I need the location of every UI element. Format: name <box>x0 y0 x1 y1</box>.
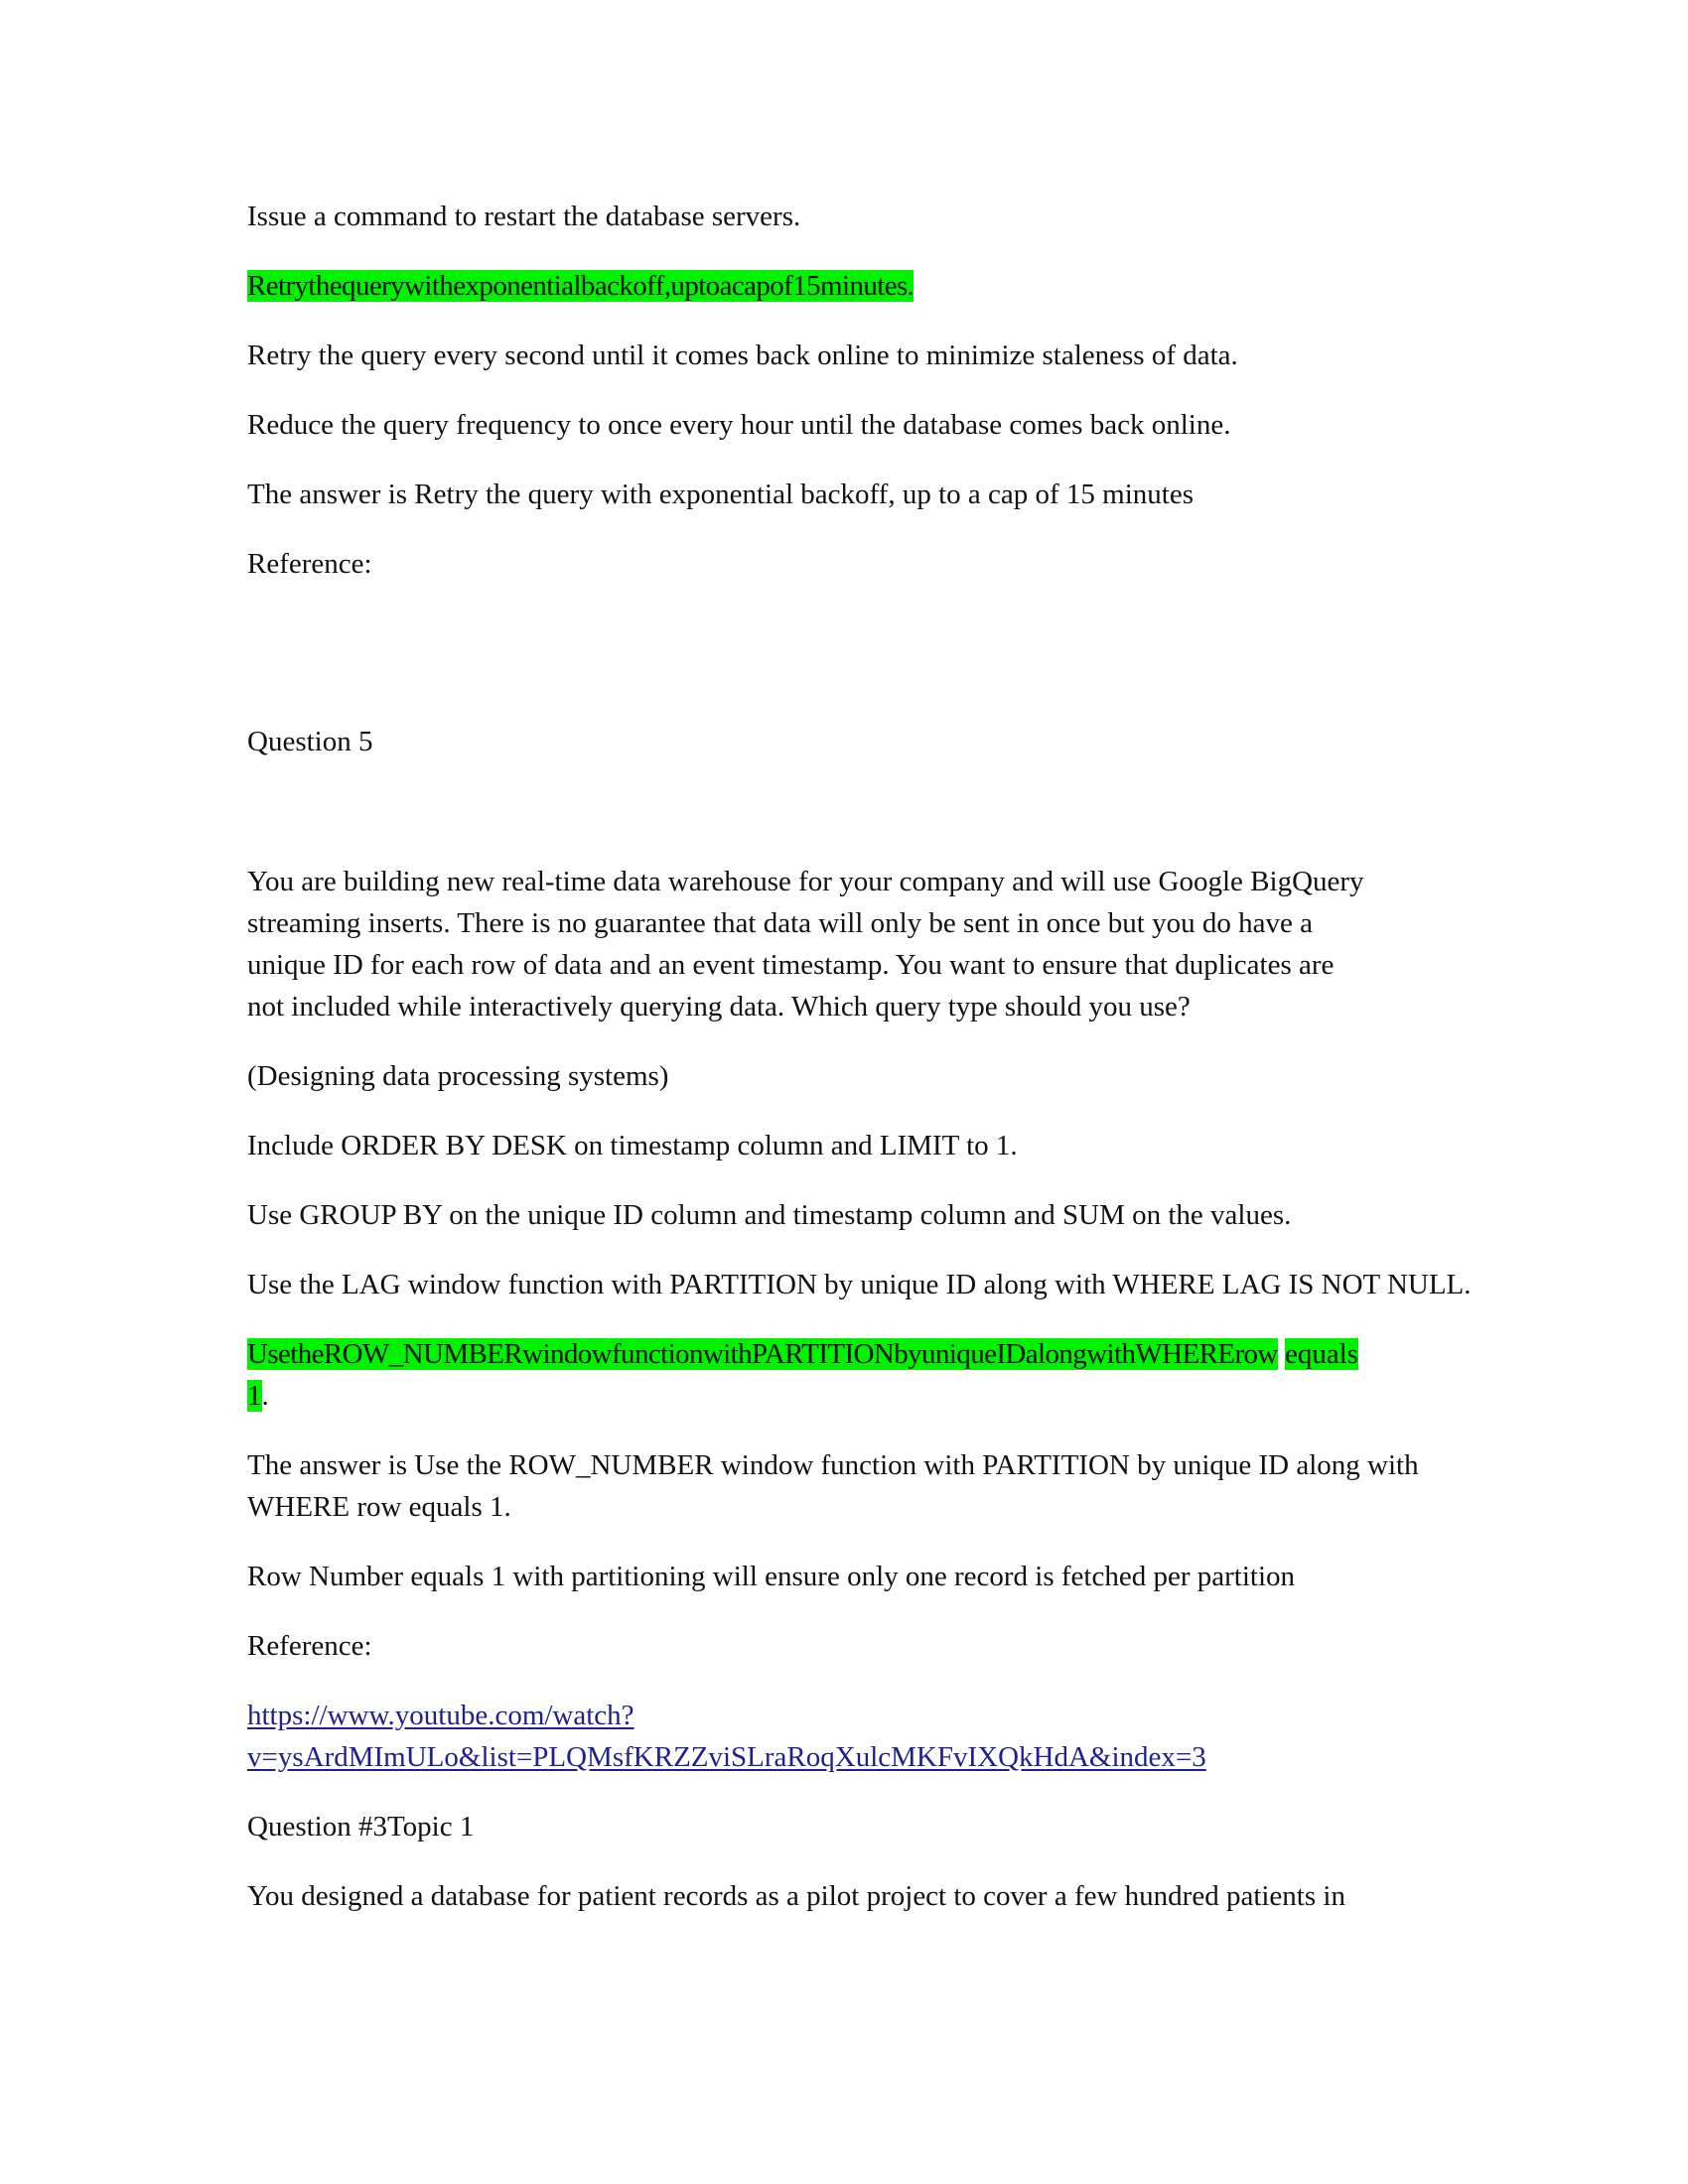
q4-option-b-highlighted-text: Retrythequerywithexponentialbackoff,uptoacapof15minutes. <box>247 270 914 302</box>
q5-body-line-4: not included while interactively querying data. Which query type should you use? <box>247 991 1191 1023</box>
q5-answer-line-1: The answer is Use the ROW_NUMBER window function with PARTITION by unique ID along with <box>247 1449 1419 1481</box>
q5-option-d-line-2 <box>247 1375 1478 1417</box>
q3-heading: Question #3Topic 1 <box>247 1811 475 1843</box>
q4-option-c: Retry the query every second until it comes back online to minimize staleness of data. <box>247 340 1238 371</box>
q5-option-a: Include ORDER BY DESK on timestamp column and LIMIT to 1. <box>247 1130 1018 1161</box>
q5-body-line-2: streaming inserts. There is no guarantee that data will only be sent in once but you do have a <box>247 907 1313 939</box>
q5-option-d-highlighted-text: UsetheROW_NUMBERwindowfunctionwithPARTITIONbyuniqueIDalongwithWHERErow <box>247 1338 1278 1370</box>
q4-reference-label: Reference: <box>247 548 372 580</box>
reference-link-part-2[interactable]: v=ysArdMImULo&list=PLQMsfKRZZviSLraRoqXulcMKFvIXQkHdA&index=3 <box>247 1741 1206 1773</box>
q5-option-d-line-1 <box>247 1333 1478 1375</box>
q5-heading: Question 5 <box>247 726 373 757</box>
q5-category: (Designing data processing systems) <box>247 1060 669 1092</box>
q4-option-a: Issue a command to restart the database servers. <box>247 201 801 232</box>
q5-body-line-1: You are building new real-time data warehouse for your company and will use Google BigQuery <box>247 866 1364 897</box>
q4-option-b <box>247 265 1478 307</box>
q5-reference-label: Reference: <box>247 1630 372 1662</box>
q5-option-d-period: . <box>261 1380 269 1412</box>
q5-answer-line-2: WHERE row equals 1. <box>247 1491 511 1523</box>
q5-option-d-highlighted-equals: equals <box>1285 1338 1359 1370</box>
q5-body-line-3: unique ID for each row of data and an event timestamp. You want to ensure that duplicates are <box>247 949 1335 981</box>
q4-answer: The answer is Retry the query with exponential backoff, up to a cap of 15 minutes <box>247 478 1194 510</box>
q5-option-b: Use GROUP BY on the unique ID column and timestamp column and SUM on the values. <box>247 1199 1292 1231</box>
q5-option-c: Use the LAG window function with PARTITION by unique ID along with WHERE LAG IS NOT NULL. <box>247 1269 1472 1300</box>
reference-link-part-1[interactable]: https://www.youtube.com/watch? <box>247 1700 634 1731</box>
q5-reference-link-line-1 <box>247 1695 1478 1736</box>
q4-option-d: Reduce the query frequency to once every hour until the database comes back online. <box>247 409 1231 441</box>
q5-reference-link-line-2 <box>247 1736 1478 1778</box>
q5-option-d-highlighted-number: 1 <box>247 1380 262 1412</box>
q5-explanation: Row Number equals 1 with partitioning will ensure only one record is fetched per partition <box>247 1561 1296 1592</box>
q3-body-line-1: You designed a database for patient records as a pilot project to cover a few hundred patients in <box>247 1880 1345 1912</box>
